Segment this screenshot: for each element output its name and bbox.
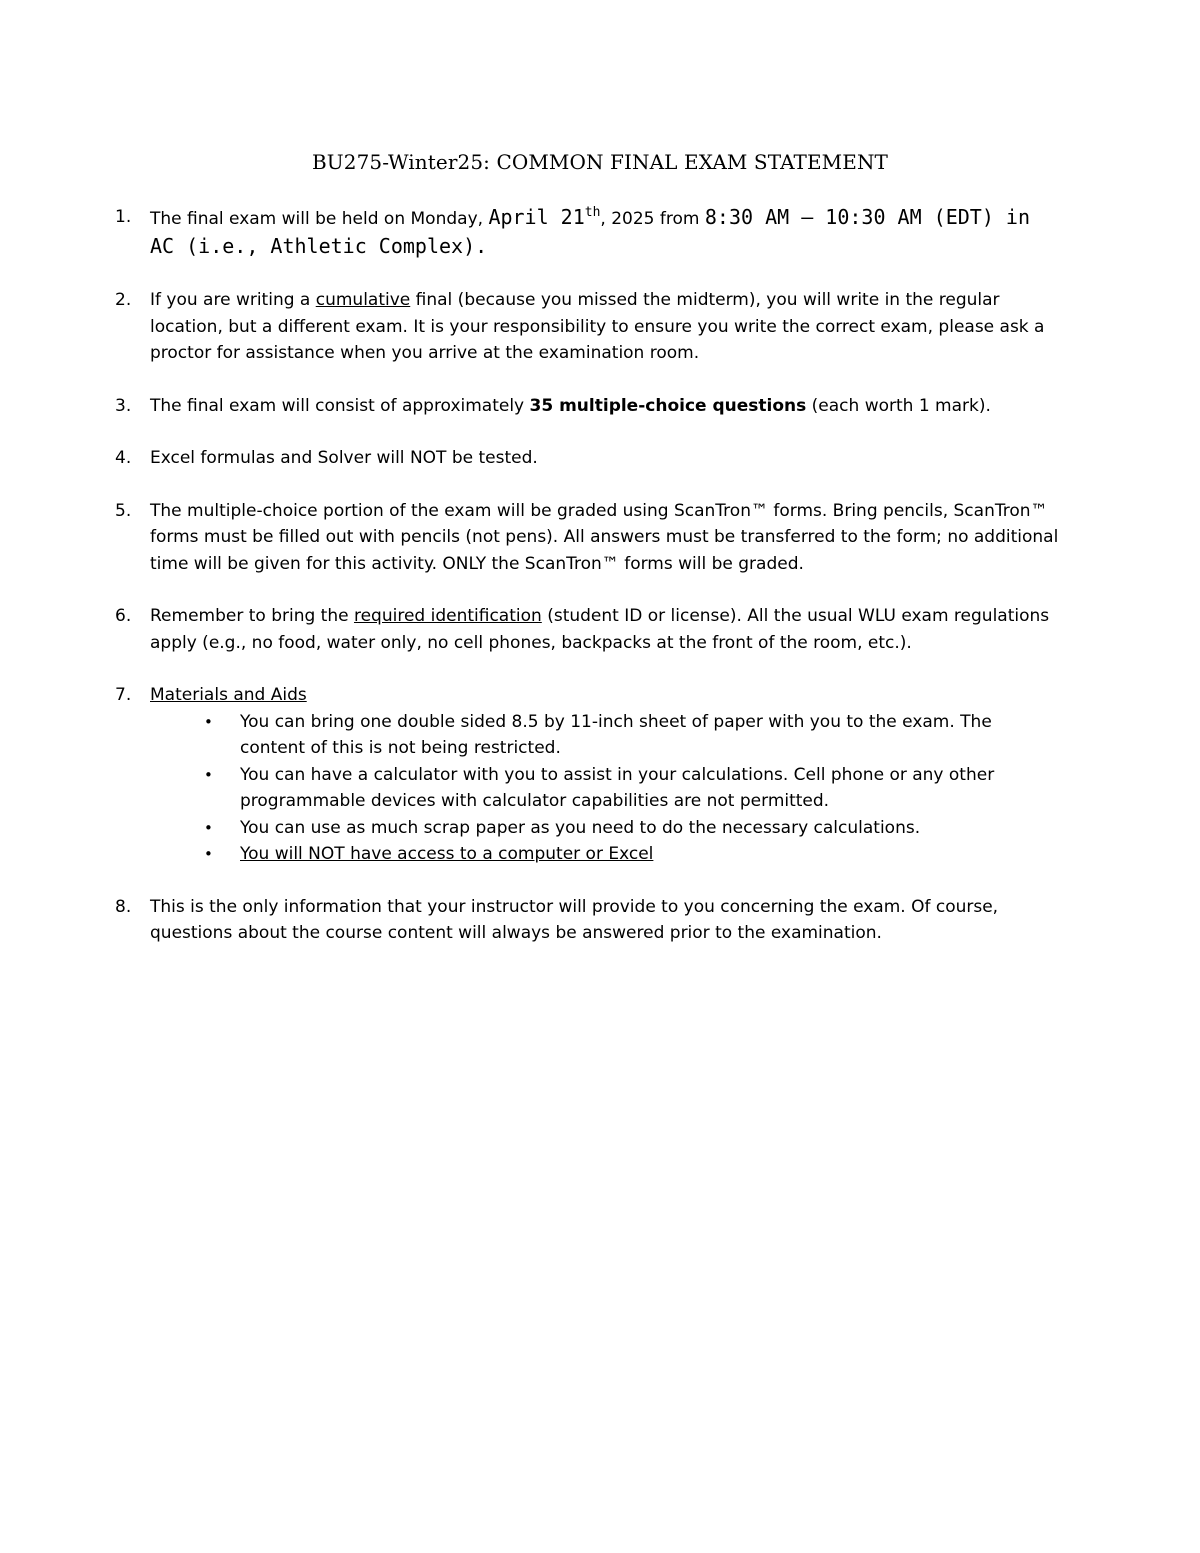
bullet-icon: • (204, 712, 213, 731)
bullet-icon: • (204, 818, 213, 837)
bullet-item (150, 762, 1060, 815)
item-text: The multiple-choice portion of the exam will be graded using ScanTron™ forms. Bring pencils, ScanTron™ forms must be filled out with pencils (not pens). All answers must be transferred to the form; no additional time will be given for this activity. ONLY the ScanTron™ forms will be graded. (150, 500, 1059, 574)
bullet-text: You will NOT have access to a computer or Excel (240, 844, 654, 864)
list-item-exam-date (0, 204, 1200, 261)
bullet-item (150, 709, 1060, 762)
statement-list (0, 204, 1200, 973)
bullet-item (150, 841, 1060, 868)
document-title: BU275-Winter25: COMMON FINAL EXAM STATEMENT (312, 150, 888, 174)
item-text: (student ID or license). All the usual WLU exam regulations apply (e.g., no food, water only, no cell phones, backpacks at the front of the room, etc.). (150, 606, 1050, 653)
item-number: 7. (115, 685, 132, 705)
list-item-instructor-info (0, 894, 1200, 947)
item-number: 1. (115, 207, 132, 227)
bold-text: 35 multiple-choice questions (529, 395, 807, 416)
underlined-text: required identification (353, 606, 542, 626)
materials-bullet-list (150, 709, 1060, 868)
date-superscript: th (584, 205, 601, 220)
item-text: , 2025 from (600, 209, 705, 229)
item-text: Remember to bring the (150, 606, 354, 626)
bullet-text: You can bring one double sided 8.5 by 11-inch sheet of paper with you to the exam. The content of this is not being restricted. (240, 711, 992, 758)
item-text: final (because you missed the midterm), you will write in the regular location, but a different exam. It is your responsibility to ensure you write the correct exam, please ask a proctor for assistance when you arrive at the examination room. (150, 290, 1045, 363)
underlined-text: cumulative (315, 290, 411, 310)
list-item-identification (0, 603, 1200, 656)
list-item-question-count (0, 393, 1200, 420)
list-item-scantron (0, 498, 1200, 578)
item-text: If you are writing a (150, 290, 316, 310)
item-number: 2. (115, 290, 132, 310)
item-text-end: . (475, 233, 488, 258)
materials-heading: Materials and Aids (150, 685, 307, 705)
exam-date: April 21 (488, 205, 585, 229)
item-text: The final exam will be held on Monday, (150, 209, 489, 229)
bullet-icon: • (204, 845, 213, 863)
bullet-text: You can use as much scrap paper as you need to do the necessary calculations. (240, 817, 921, 838)
bullet-item (150, 815, 1060, 842)
item-number: 8. (115, 896, 132, 917)
list-item-excel-not-tested (0, 445, 1200, 472)
item-text: Excel formulas and Solver will NOT be tested. (150, 448, 538, 468)
exam-time-location: 8:30 AM – 10:30 AM (EDT) in AC (i.e., Athletic Complex) (150, 205, 1030, 258)
item-text: The final exam will consist of approximately (150, 395, 530, 416)
item-text: This is the only information that your instructor will provide to you concerning the exam. Of course, questions about the course content will always be answered prior to the examination. (150, 896, 999, 943)
item-number: 5. (115, 500, 132, 521)
item-number: 4. (115, 448, 132, 468)
bullet-text: You can have a calculator with you to assist in your calculations. Cell phone or any other programmable devices with calculator capabilities are not permitted. (240, 764, 995, 811)
list-item-cumulative-final (0, 287, 1200, 367)
list-item-materials-and-aids (0, 682, 1200, 868)
item-number: 3. (115, 395, 132, 416)
bullet-icon: • (204, 765, 213, 784)
item-text: (each worth 1 mark). (806, 395, 991, 416)
item-number: 6. (115, 606, 132, 626)
